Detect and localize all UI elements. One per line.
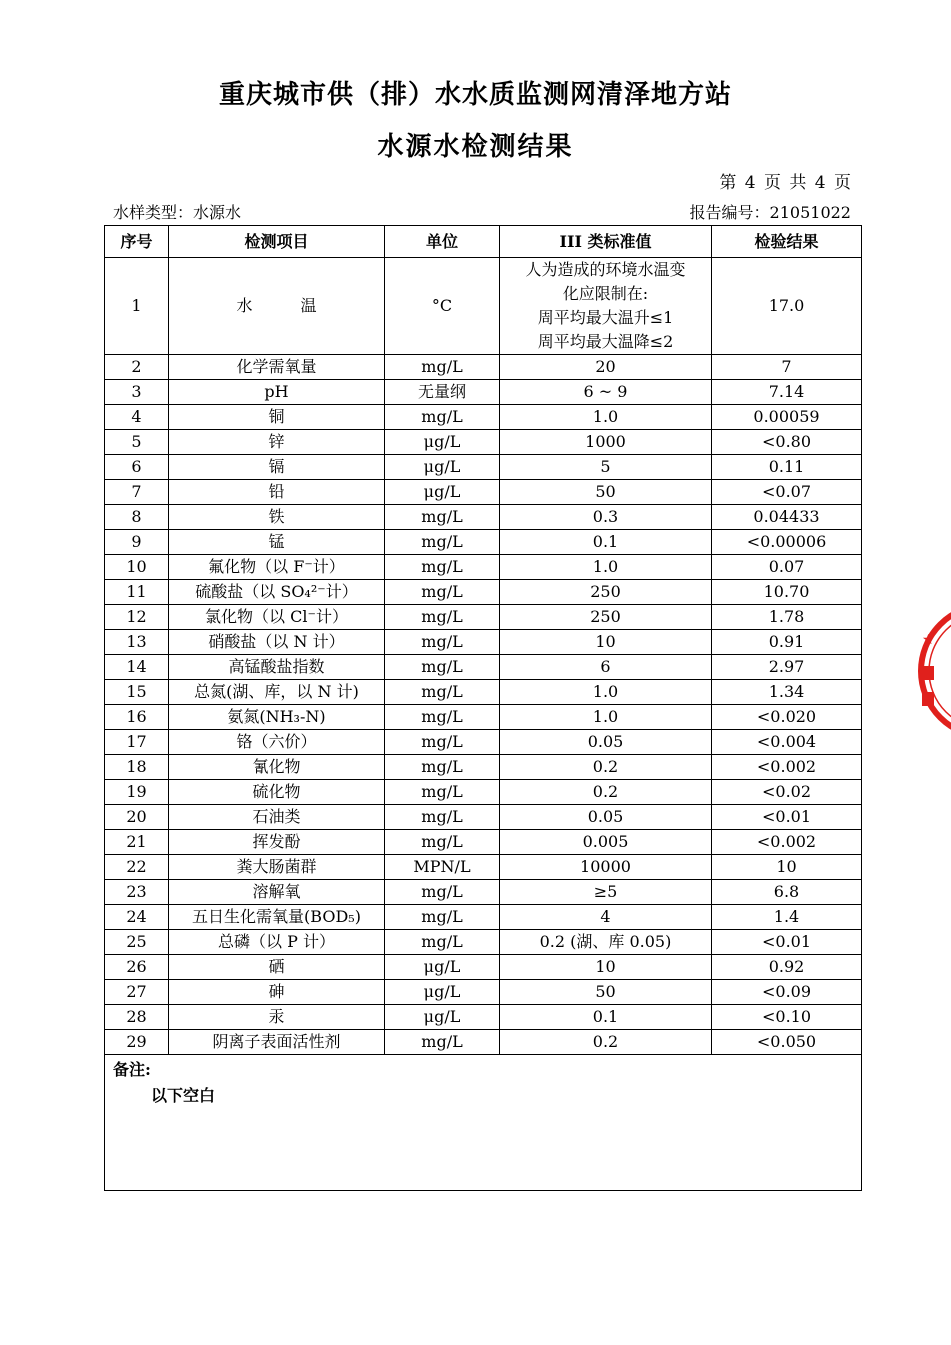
- row-standard: 1.0: [500, 405, 712, 430]
- row-result: <0.09: [712, 980, 862, 1005]
- row-result: 6.8: [712, 880, 862, 905]
- row-standard: 1000: [500, 430, 712, 455]
- row-unit: °C: [385, 258, 500, 355]
- row-no: 5: [105, 430, 169, 455]
- row-item: 锰: [169, 530, 385, 555]
- remarks-label: 备注:: [113, 1060, 151, 1079]
- table-row: [105, 258, 862, 355]
- row-item: 总氮(湖、库，以 N 计): [169, 680, 385, 705]
- row-no: 27: [105, 980, 169, 1005]
- table-row: [105, 380, 862, 405]
- row-item: 锌: [169, 430, 385, 455]
- row-item: 砷: [169, 980, 385, 1005]
- header-result: 检验结果: [712, 226, 862, 258]
- row-unit: mg/L: [385, 780, 500, 805]
- row-standard: 250: [500, 580, 712, 605]
- row-unit: mg/L: [385, 830, 500, 855]
- row-no: 6: [105, 455, 169, 480]
- row-result: <0.002: [712, 830, 862, 855]
- row-no: 12: [105, 605, 169, 630]
- row-unit: μg/L: [385, 455, 500, 480]
- row-standard: 6: [500, 655, 712, 680]
- row-unit: mg/L: [385, 605, 500, 630]
- table-row: [105, 530, 862, 555]
- row-item: 五日生化需氧量(BOD₅): [169, 905, 385, 930]
- row-unit: mg/L: [385, 505, 500, 530]
- row-standard: 50: [500, 480, 712, 505]
- row-item: 铜: [169, 405, 385, 430]
- row-item: 水 温: [169, 258, 385, 355]
- row-no: 24: [105, 905, 169, 930]
- row-item: 硝酸盐（以 N 计）: [169, 630, 385, 655]
- row-item: 阴离子表面活性剂: [169, 1030, 385, 1055]
- table-row: [105, 705, 862, 730]
- row-result: <0.050: [712, 1030, 862, 1055]
- row-result: 1.4: [712, 905, 862, 930]
- row-standard: 10: [500, 630, 712, 655]
- official-seal: [912, 596, 951, 746]
- row-standard: 0.2 (湖、库 0.05): [500, 930, 712, 955]
- remarks-text: 以下空白: [151, 1086, 216, 1105]
- standard-line: 周平均最大温降≤2: [537, 332, 674, 351]
- row-result: 10: [712, 855, 862, 880]
- row-standard: 50: [500, 980, 712, 1005]
- table-row: [105, 680, 862, 705]
- row-standard: 250: [500, 605, 712, 630]
- row-standard: 1.0: [500, 555, 712, 580]
- row-unit: mg/L: [385, 530, 500, 555]
- row-no: 19: [105, 780, 169, 805]
- row-item: 铁: [169, 505, 385, 530]
- table-row: [105, 655, 862, 680]
- row-standard: 4: [500, 905, 712, 930]
- results-table: [104, 225, 862, 1191]
- row-standard: 1.0: [500, 680, 712, 705]
- row-no: 18: [105, 755, 169, 780]
- row-item: 高锰酸盐指数: [169, 655, 385, 680]
- row-no: 9: [105, 530, 169, 555]
- row-result: 7.14: [712, 380, 862, 405]
- header-unit: 单位: [385, 226, 500, 258]
- row-unit: 无量纲: [385, 380, 500, 405]
- row-no: 29: [105, 1030, 169, 1055]
- header-no: 序号: [105, 226, 169, 258]
- row-result: <0.07: [712, 480, 862, 505]
- row-item: 总磷（以 P 计）: [169, 930, 385, 955]
- row-item: 粪大肠菌群: [169, 855, 385, 880]
- row-unit: mg/L: [385, 730, 500, 755]
- row-result: 0.11: [712, 455, 862, 480]
- row-no: 3: [105, 380, 169, 405]
- header-standard: III 类标准值: [500, 226, 712, 258]
- table-row: [105, 905, 862, 930]
- row-no: 23: [105, 880, 169, 905]
- header-item: 检测项目: [169, 226, 385, 258]
- table-row: [105, 730, 862, 755]
- row-no: 20: [105, 805, 169, 830]
- row-no: 4: [105, 405, 169, 430]
- table-row: [105, 1005, 862, 1030]
- row-standard: 0.1: [500, 1005, 712, 1030]
- row-no: 25: [105, 930, 169, 955]
- row-result: 7: [712, 355, 862, 380]
- row-no: 26: [105, 955, 169, 980]
- table-row: [105, 430, 862, 455]
- table-row: [105, 505, 862, 530]
- row-item: 铬（六价）: [169, 730, 385, 755]
- row-unit: μg/L: [385, 980, 500, 1005]
- row-result: <0.01: [712, 805, 862, 830]
- row-no: 11: [105, 580, 169, 605]
- row-standard: 10000: [500, 855, 712, 880]
- row-standard: 0.005: [500, 830, 712, 855]
- row-no: 13: [105, 630, 169, 655]
- row-unit: mg/L: [385, 630, 500, 655]
- row-unit: mg/L: [385, 705, 500, 730]
- row-no: 1: [105, 258, 169, 355]
- row-no: 7: [105, 480, 169, 505]
- sample-type: 水样类型：水源水: [113, 203, 242, 222]
- table-row: [105, 805, 862, 830]
- table-row: [105, 405, 862, 430]
- row-result: 1.78: [712, 605, 862, 630]
- row-unit: mg/L: [385, 580, 500, 605]
- row-standard: 0.2: [500, 755, 712, 780]
- table-row: [105, 855, 862, 880]
- table-row: [105, 605, 862, 630]
- standard-line: 周平均最大温升≤1: [537, 308, 674, 327]
- row-unit: mg/L: [385, 805, 500, 830]
- row-unit: mg/L: [385, 905, 500, 930]
- row-no: 2: [105, 355, 169, 380]
- table-row: [105, 755, 862, 780]
- svg-text:★: ★: [922, 632, 935, 648]
- row-result: 0.00059: [712, 405, 862, 430]
- row-item: 氰化物: [169, 755, 385, 780]
- row-item: 汞: [169, 1005, 385, 1030]
- row-result: <0.00006: [712, 530, 862, 555]
- row-standard: 0.1: [500, 530, 712, 555]
- row-unit: mg/L: [385, 405, 500, 430]
- row-result: <0.004: [712, 730, 862, 755]
- row-standard: [500, 258, 712, 355]
- row-result: 0.04433: [712, 505, 862, 530]
- row-item: 硒: [169, 955, 385, 980]
- row-item: 石油类: [169, 805, 385, 830]
- table-row: [105, 930, 862, 955]
- row-result: <0.10: [712, 1005, 862, 1030]
- row-no: 16: [105, 705, 169, 730]
- standard-line: 化应限制在:: [562, 284, 649, 303]
- row-item: 溶解氧: [169, 880, 385, 905]
- page-info: 第 4 页 共 4 页: [719, 173, 851, 193]
- row-no: 14: [105, 655, 169, 680]
- row-unit: μg/L: [385, 480, 500, 505]
- row-no: 22: [105, 855, 169, 880]
- row-item: 氯化物（以 Cl⁻计）: [169, 605, 385, 630]
- row-standard: 1.0: [500, 705, 712, 730]
- row-unit: mg/L: [385, 880, 500, 905]
- row-result: 0.91: [712, 630, 862, 655]
- row-standard: 0.2: [500, 1030, 712, 1055]
- standard-line: 人为造成的环境水温变: [525, 260, 686, 279]
- remarks-cell: [105, 1055, 862, 1191]
- row-result: <0.002: [712, 755, 862, 780]
- row-standard: 6 ~ 9: [500, 380, 712, 405]
- row-standard: 20: [500, 355, 712, 380]
- row-item: 铅: [169, 480, 385, 505]
- report-subtitle: 水源水检测结果: [377, 132, 574, 162]
- row-unit: mg/L: [385, 930, 500, 955]
- row-result: 17.0: [712, 258, 862, 355]
- row-no: 21: [105, 830, 169, 855]
- row-unit: mg/L: [385, 755, 500, 780]
- row-result: <0.02: [712, 780, 862, 805]
- row-no: 8: [105, 505, 169, 530]
- row-unit: μg/L: [385, 1005, 500, 1030]
- row-result: 1.34: [712, 680, 862, 705]
- row-result: 2.97: [712, 655, 862, 680]
- table-row: [105, 555, 862, 580]
- row-result: <0.01: [712, 930, 862, 955]
- row-standard: 0.3: [500, 505, 712, 530]
- row-unit: mg/L: [385, 680, 500, 705]
- table-row: [105, 780, 862, 805]
- row-result: <0.020: [712, 705, 862, 730]
- table-header-row: [105, 226, 862, 258]
- row-standard: 0.2: [500, 780, 712, 805]
- table-row: [105, 355, 862, 380]
- row-no: 17: [105, 730, 169, 755]
- report-title: 重庆城市供（排）水水质监测网清泽地方站: [218, 80, 732, 110]
- row-item: 挥发酚: [169, 830, 385, 855]
- row-unit: mg/L: [385, 1030, 500, 1055]
- row-standard: 5: [500, 455, 712, 480]
- row-no: 28: [105, 1005, 169, 1030]
- row-unit: mg/L: [385, 655, 500, 680]
- row-no: 10: [105, 555, 169, 580]
- row-unit: MPN/L: [385, 855, 500, 880]
- row-item: 镉: [169, 455, 385, 480]
- table-row: [105, 1030, 862, 1055]
- row-standard: 0.05: [500, 805, 712, 830]
- report-number: 报告编号：21051022: [689, 203, 851, 222]
- remarks-row: [105, 1055, 862, 1191]
- table-row: [105, 830, 862, 855]
- row-unit: μg/L: [385, 430, 500, 455]
- row-no: 15: [105, 680, 169, 705]
- table-row: [105, 880, 862, 905]
- table-row: [105, 980, 862, 1005]
- row-standard: ≥5: [500, 880, 712, 905]
- row-unit: μg/L: [385, 955, 500, 980]
- row-standard: 0.05: [500, 730, 712, 755]
- row-result: 0.07: [712, 555, 862, 580]
- row-item: 硫化物: [169, 780, 385, 805]
- row-result: 10.70: [712, 580, 862, 605]
- row-item: 硫酸盐（以 SO₄²⁻计）: [169, 580, 385, 605]
- table-row: [105, 630, 862, 655]
- row-item: 氨氮(NH₃-N): [169, 705, 385, 730]
- row-result: 0.92: [712, 955, 862, 980]
- row-unit: mg/L: [385, 355, 500, 380]
- table-row: [105, 580, 862, 605]
- row-standard: 10: [500, 955, 712, 980]
- table-row: [105, 455, 862, 480]
- table-row: [105, 480, 862, 505]
- row-item: pH: [169, 380, 385, 405]
- table-row: [105, 955, 862, 980]
- row-result: <0.80: [712, 430, 862, 455]
- row-item: 氟化物（以 F⁻计）: [169, 555, 385, 580]
- row-unit: mg/L: [385, 555, 500, 580]
- row-item: 化学需氧量: [169, 355, 385, 380]
